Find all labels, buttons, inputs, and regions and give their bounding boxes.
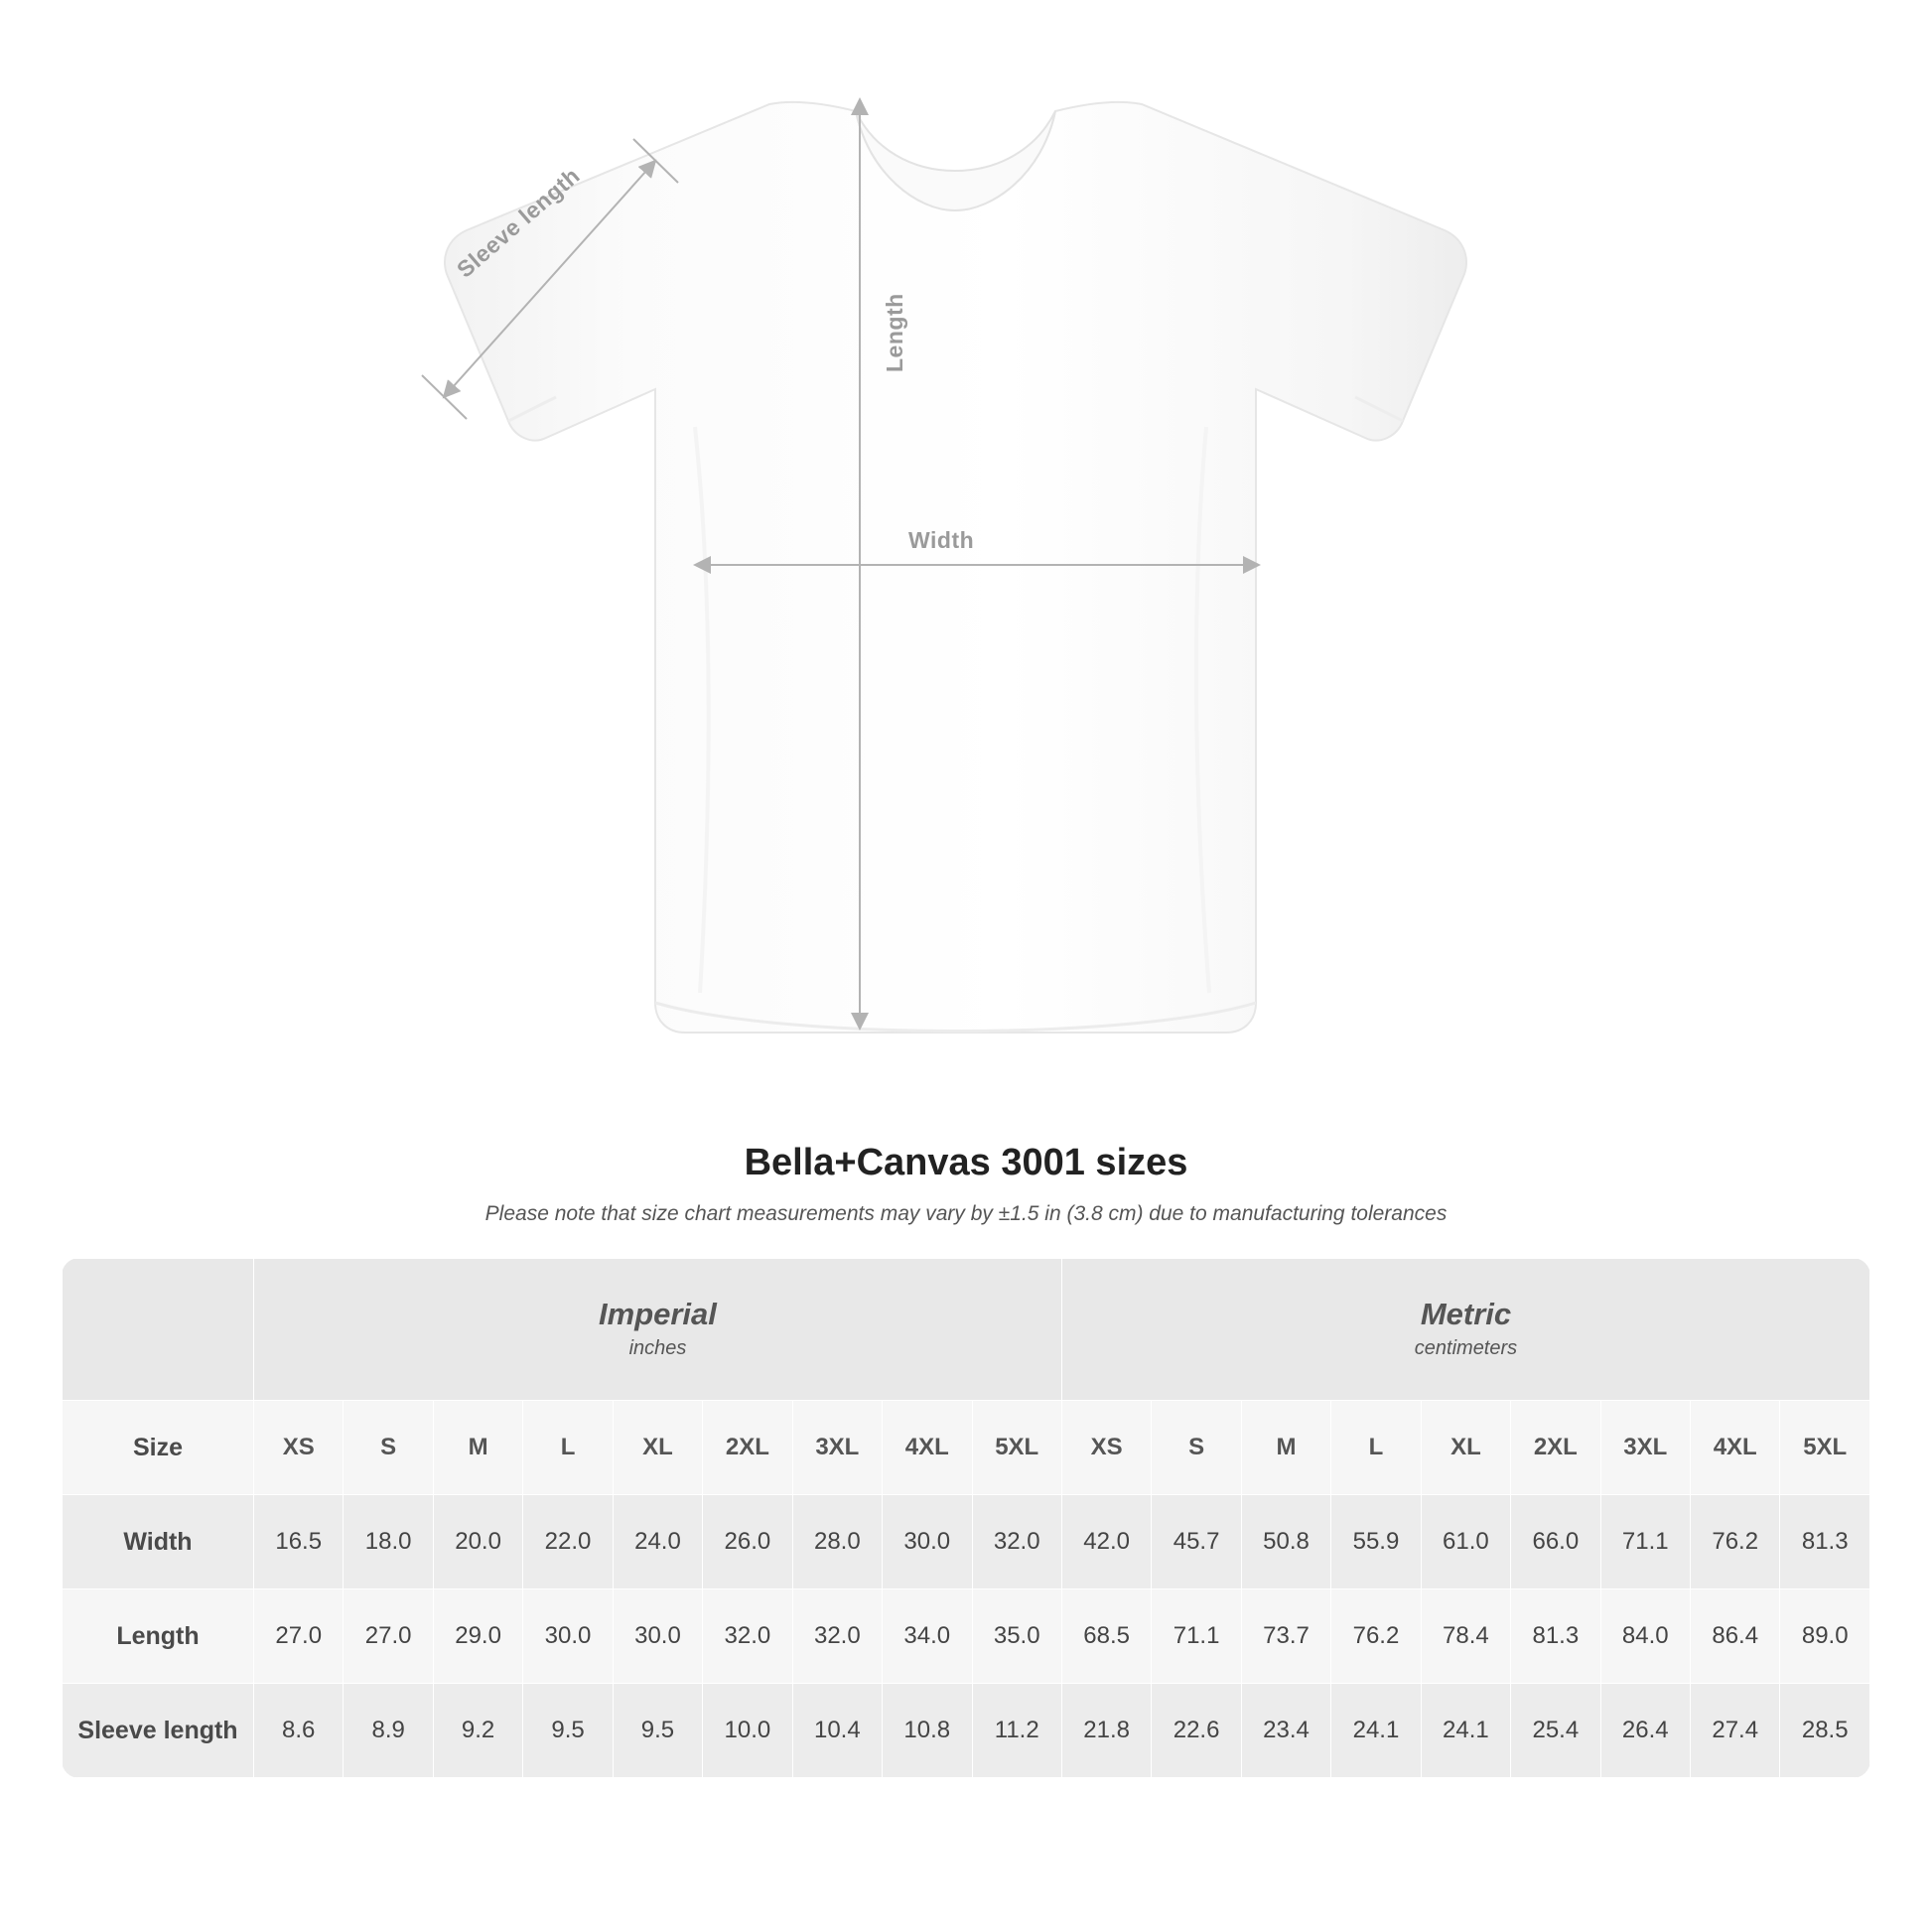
measurement-cell: 21.8 — [1061, 1684, 1151, 1778]
sleeve-length-label: Sleeve length — [452, 162, 585, 283]
size-header-cell: XS — [1061, 1401, 1151, 1495]
table-row — [63, 1589, 1870, 1684]
measurement-cell: 45.7 — [1152, 1495, 1241, 1589]
measurement-cell: 34.0 — [883, 1589, 972, 1684]
unit-group-header — [254, 1259, 1062, 1401]
measurement-cell: 27.4 — [1691, 1684, 1780, 1778]
size-header-cell: M — [433, 1401, 522, 1495]
size-header-cell: L — [1331, 1401, 1421, 1495]
size-header-cell: 2XL — [703, 1401, 792, 1495]
measurement-cell: 24.0 — [613, 1495, 702, 1589]
measurement-cell: 86.4 — [1691, 1589, 1780, 1684]
size-header-cell: 3XL — [792, 1401, 882, 1495]
measurement-cell: 18.0 — [344, 1495, 433, 1589]
size-header-cell: 4XL — [883, 1401, 972, 1495]
measurement-cell: 22.0 — [523, 1495, 613, 1589]
unit-header-row — [63, 1259, 1870, 1401]
tolerance-note: Please note that size chart measurements may vary by ±1.5 in (3.8 cm) due to manufacturing tolerances — [484, 1202, 1448, 1225]
size-header-cell: M — [1241, 1401, 1330, 1495]
measurement-cell: 30.0 — [613, 1589, 702, 1684]
measurement-cell: 25.4 — [1511, 1684, 1600, 1778]
measurement-cell: 61.0 — [1421, 1495, 1510, 1589]
measurement-cell: 29.0 — [433, 1589, 522, 1684]
size-header-cell: XL — [613, 1401, 702, 1495]
title-block — [0, 1142, 1932, 1226]
measurement-cell: 10.0 — [703, 1684, 792, 1778]
row-label: Sleeve length — [63, 1684, 254, 1778]
size-header-cell: L — [523, 1401, 613, 1495]
measurement-cell: 66.0 — [1511, 1495, 1600, 1589]
table-row — [63, 1684, 1870, 1778]
table-corner-cell — [63, 1259, 254, 1401]
measurement-cell: 9.5 — [613, 1684, 702, 1778]
measurement-cell: 42.0 — [1061, 1495, 1151, 1589]
measurement-cell: 8.6 — [254, 1684, 344, 1778]
measurement-cell: 28.0 — [792, 1495, 882, 1589]
measurement-cell: 71.1 — [1600, 1495, 1690, 1589]
unit-group-subtitle: centimeters — [1414, 1337, 1518, 1360]
size-header-cell: XL — [1421, 1401, 1510, 1495]
measurement-cell: 9.2 — [433, 1684, 522, 1778]
measurement-cell: 32.0 — [703, 1589, 792, 1684]
unit-group-header — [1061, 1259, 1869, 1401]
width-label: Width — [908, 527, 975, 553]
size-header-cell: 4XL — [1691, 1401, 1780, 1495]
measurement-cell: 68.5 — [1061, 1589, 1151, 1684]
unit-group-subtitle: inches — [628, 1337, 687, 1360]
measurement-cell: 78.4 — [1421, 1589, 1510, 1684]
measurement-cell: 76.2 — [1691, 1495, 1780, 1589]
measurement-cell: 81.3 — [1780, 1495, 1870, 1589]
measurement-cell: 10.8 — [883, 1684, 972, 1778]
length-label: Length — [882, 293, 907, 372]
measurement-cell: 11.2 — [972, 1684, 1061, 1778]
measurement-cell: 71.1 — [1152, 1589, 1241, 1684]
measurement-cell: 55.9 — [1331, 1495, 1421, 1589]
measurement-cell: 26.0 — [703, 1495, 792, 1589]
table-row — [63, 1495, 1870, 1589]
size-header-cell: XS — [254, 1401, 344, 1495]
size-header-cell: 2XL — [1511, 1401, 1600, 1495]
unit-group-name: Metric — [1420, 1296, 1512, 1331]
measurement-cell: 8.9 — [344, 1684, 433, 1778]
measurement-cell: 16.5 — [254, 1495, 344, 1589]
row-label: Length — [63, 1589, 254, 1684]
size-header-cell: 3XL — [1600, 1401, 1690, 1495]
measurement-cell: 32.0 — [792, 1589, 882, 1684]
measurement-cell: 73.7 — [1241, 1589, 1330, 1684]
tshirt-shape — [445, 102, 1466, 1033]
measurement-cell: 30.0 — [883, 1495, 972, 1589]
size-header-cell: 5XL — [1780, 1401, 1870, 1495]
measurement-cell: 9.5 — [523, 1684, 613, 1778]
measurement-cell: 26.4 — [1600, 1684, 1690, 1778]
measurement-cell: 30.0 — [523, 1589, 613, 1684]
measurement-cell: 76.2 — [1331, 1589, 1421, 1684]
row-label: Width — [63, 1495, 254, 1589]
size-header-cell: S — [1152, 1401, 1241, 1495]
measurement-cell: 32.0 — [972, 1495, 1061, 1589]
measurement-cell: 50.8 — [1241, 1495, 1330, 1589]
measurement-cell: 24.1 — [1421, 1684, 1510, 1778]
measurement-cell: 84.0 — [1600, 1589, 1690, 1684]
measurement-cell: 28.5 — [1780, 1684, 1870, 1778]
size-header-cell: 5XL — [972, 1401, 1061, 1495]
measurement-cell: 20.0 — [433, 1495, 522, 1589]
measurement-cell: 22.6 — [1152, 1684, 1241, 1778]
measurement-cell: 35.0 — [972, 1589, 1061, 1684]
size-header-cell: S — [344, 1401, 433, 1495]
measurement-cell: 27.0 — [254, 1589, 344, 1684]
unit-group-name: Imperial — [599, 1296, 717, 1331]
page-title: Bella+Canvas 3001 sizes — [744, 1142, 1188, 1183]
size-table-wrapper — [62, 1258, 1870, 1778]
measurement-cell: 27.0 — [344, 1589, 433, 1684]
size-table — [62, 1258, 1870, 1778]
size-column-header: Size — [63, 1401, 254, 1495]
measurement-cell: 81.3 — [1511, 1589, 1600, 1684]
sizes-header-row — [63, 1401, 1870, 1495]
measurement-cell: 24.1 — [1331, 1684, 1421, 1778]
measurement-cell: 89.0 — [1780, 1589, 1870, 1684]
measurement-cell: 10.4 — [792, 1684, 882, 1778]
measurement-cell: 23.4 — [1241, 1684, 1330, 1778]
